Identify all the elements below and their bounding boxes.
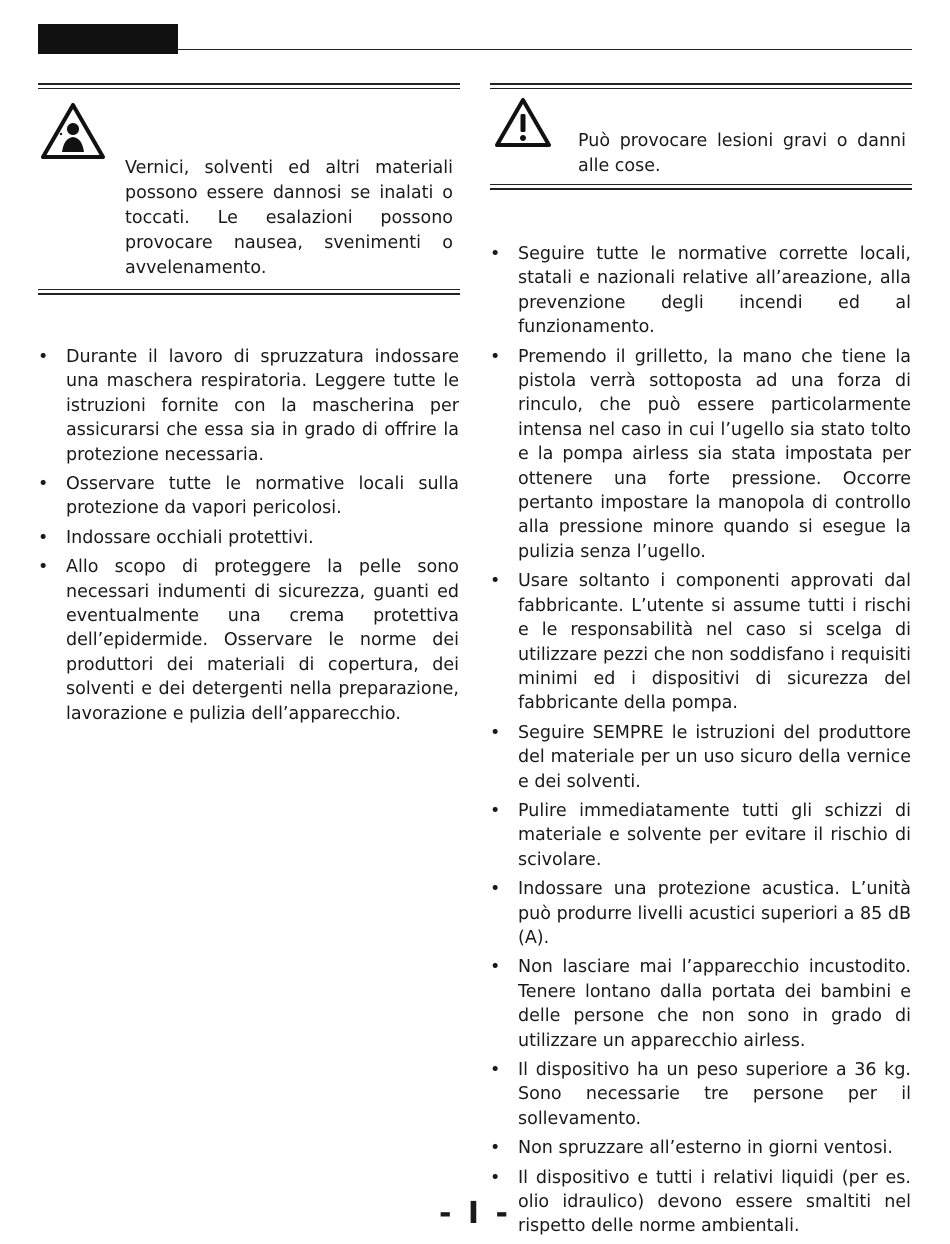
header-rule <box>178 49 912 50</box>
right-hazard-top-rule <box>490 83 912 85</box>
list-item-text: Usare soltanto i componenti approvati dal fabbricante. L’utente si assume tutti i rischi e le responsabilità nel caso si scelga di utilizzare pezzi che non soddisfano i requisiti minimi ed i dispositivi di sicurezza del fabbricante della pompa. <box>518 571 911 714</box>
left-hazard-bottom-rule-thin <box>38 289 460 290</box>
right-hazard-bottom-rule-thin <box>490 184 912 185</box>
bullet-glyph: • <box>38 557 49 578</box>
list-item-text: Indossare occhiali protettivi. <box>66 527 314 548</box>
warning-triangle-icon <box>494 97 552 153</box>
left-bullet-list <box>38 345 459 731</box>
list-item-text: Pulire immediatamente tutti gli schizzi di materiale e solvente per evitare il rischio di scivolare. <box>518 800 911 870</box>
list-item-text: Indossare una protezione acustica. L’unità può produrre livelli acustici superiori a 85 dB (A). <box>518 879 911 948</box>
bullet-glyph: • <box>490 244 501 264</box>
list-item-text: Premendo il grilletto, la mano che tiene la pistola verrà sottoposta ad una forza di rinculo, che può essere particolarmente intensa nel caso in cui l’ugello sia stato tolto e la pompa airless sia stata impostata per ottenere una forte pressione. Occorre pertanto impostare la manopola di controllo alla pressione minore quando si esegue la pulizia senza l’ugello. <box>518 346 911 562</box>
left-hazard-bottom-rule <box>38 293 460 295</box>
list-item <box>490 955 911 1053</box>
list-item-text: Osservare tutte le normative locali sulla protezione da vapori pericolosi. <box>66 474 459 519</box>
list-item <box>490 799 911 872</box>
bullet-glyph: • <box>490 346 501 367</box>
list-item <box>38 555 459 726</box>
list-item <box>490 721 911 794</box>
bullet-glyph: • <box>490 1060 501 1080</box>
list-item-text: Seguire tutte le normative corrette locali, statali e nazionali relative all’areazione, alla prevenzione degli incendi ed al funzionamento. <box>518 244 911 338</box>
bullet-glyph: • <box>490 879 501 900</box>
list-item-text: Non lasciare mai l’apparecchio incustodito. Tenere lontano dalla portata dei bambini e delle persone che non sono in grado di utilizzare un apparecchio airless. <box>518 957 911 1051</box>
left-hazard-top-rule <box>38 83 460 85</box>
list-item <box>490 242 911 340</box>
list-item <box>490 569 911 715</box>
list-item-text: Il dispositivo ha un peso superiore a 36 kg. Sono necessarie tre persone per il sollevamento. <box>518 1060 911 1129</box>
bullet-glyph: • <box>490 800 501 821</box>
right-bullet-list <box>490 242 911 1244</box>
right-hazard-text: Può provocare lesioni gravi o danni alle cose. <box>578 131 906 176</box>
bullet-glyph: • <box>490 1167 501 1188</box>
list-item <box>38 526 459 550</box>
list-item <box>490 877 911 950</box>
left-hazard-text: Vernici, solventi ed altri materiali possono essere dannosi se inalati o toccati. Le esalazioni possono provocare nausea, svenimenti o avvelenamento. <box>125 158 453 278</box>
list-item <box>490 1136 911 1160</box>
list-item <box>490 1058 911 1131</box>
header-black-tab <box>38 24 178 54</box>
bullet-glyph: • <box>38 527 49 548</box>
bullet-glyph: • <box>490 722 501 743</box>
list-item <box>490 345 911 565</box>
inhalation-hazard-icon <box>40 102 106 164</box>
list-item-text: Seguire SEMPRE le istruzioni del produttore del materiale per un uso sicuro della vernice e dei solventi. <box>518 722 911 792</box>
list-item <box>38 472 459 521</box>
bullet-glyph: • <box>38 347 49 367</box>
list-item-text: Durante il lavoro di spruzzatura indossare una maschera respiratoria. Leggere tutte le istruzioni fornite con la mascherina per assicurarsi che essa sia in grado di offrire la protezione necessaria. <box>66 347 459 465</box>
bullet-glyph: • <box>38 474 49 495</box>
bullet-glyph: • <box>490 957 501 978</box>
list-item-text: Non spruzzare all’esterno in giorni ventosi. <box>518 1138 893 1159</box>
right-hazard-top-rule-thin <box>490 88 912 89</box>
list-item <box>38 345 459 467</box>
list-item-text: Il dispositivo e tutti i relativi liquidi (per es. olio idraulico) devono essere smaltiti nel rispetto delle norme ambientali. <box>518 1167 911 1237</box>
left-hazard-top-rule-thin <box>38 88 460 89</box>
page-number: - I - <box>439 1196 511 1231</box>
bullet-glyph: • <box>490 1138 501 1159</box>
list-item-text: Allo scopo di proteggere la pelle sono necessari indumenti di sicurezza, guanti ed eventualmente una crema protettiva dell’epidermide. Osservare le norme dei produttori dei materiali di copertura, dei solventi e dei detergenti nella preparazione, lavorazione e pulizia dell’apparecchio. <box>66 557 459 724</box>
bullet-glyph: • <box>490 571 501 592</box>
right-hazard-bottom-rule <box>490 188 912 190</box>
